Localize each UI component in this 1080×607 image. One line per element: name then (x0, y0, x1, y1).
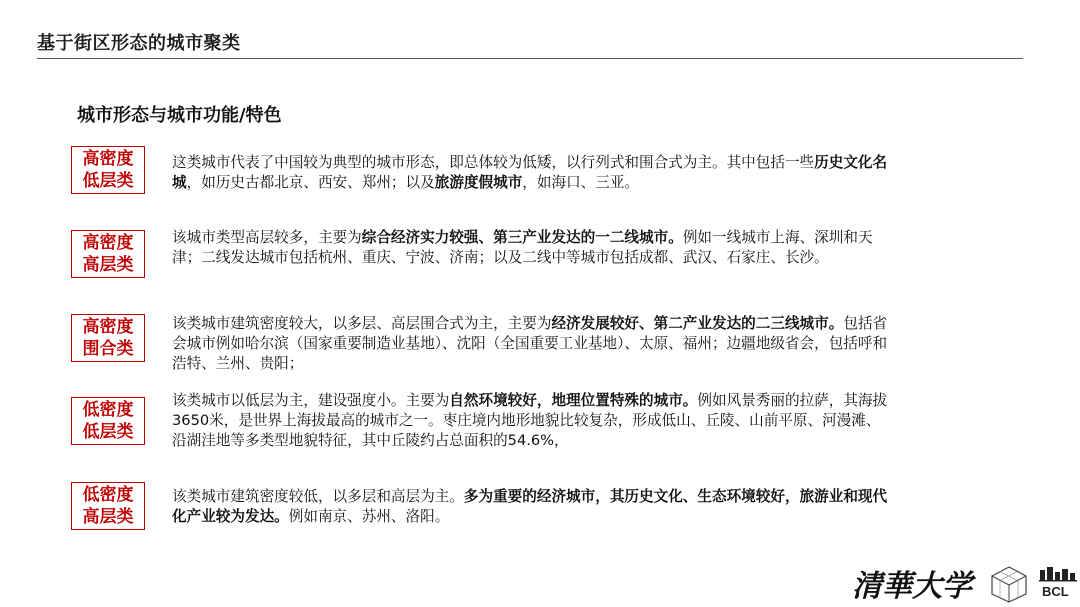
emphasis-text: 多为重要的经济城市，其历史文化、生态环境较好，旅游业和现代化产业较为发达。 (172, 488, 888, 525)
bcl-logo-text: BCL (1042, 584, 1069, 599)
body-text: ，如历史古都北京、西安、郑州；以及 (186, 174, 435, 191)
tag-line-2: 围合类 (82, 339, 134, 359)
body-text: 例如南京、苏州、洛阳。 (288, 508, 450, 525)
category-description (172, 487, 892, 527)
tag-line-2: 高层类 (82, 507, 134, 527)
body-text: ，如海口、三亚。 (522, 174, 640, 191)
calligraphy-text: 清華大学 (852, 569, 972, 604)
category-tag (71, 482, 145, 530)
category-tag (71, 230, 145, 278)
body-text: 这类城市代表了中国较为典型的城市形态，即总体较为低矮，以行列式和围合式为主。其中包括一些 (172, 154, 815, 171)
tag-line-1: 高密度 (82, 149, 134, 169)
body-text: 包括省会城市例如哈尔滨（国家重要制造业基地）、沈阳（全国重要工业基地）、太原、福州；边疆地级省会，包括呼和浩特、兰州、贵阳； (172, 315, 888, 372)
body-text: 该类城市建筑密度较大，以多层、高层围合式为主，主要为 (172, 315, 552, 332)
section-heading: 城市形态与城市功能/特色 (77, 105, 282, 126)
tag-line-1: 低密度 (82, 400, 134, 420)
tsinghua-calligraphy-logo (850, 564, 982, 604)
category-description (172, 228, 892, 268)
body-text: 该类城市建筑密度较低，以多层和高层为主。 (172, 488, 464, 505)
body-text: 例如风景秀丽的拉萨，其海拔3650米，是世界上海拔最高的城市之一。枣庄境内地形地貌比较复杂，形成低山、丘陵、山前平原、河漫滩、沿湖洼地等多类型地貌特征，其中丘陵约占总面积的54.6%， (172, 392, 888, 449)
cube-logo-icon (988, 564, 1030, 604)
tag-line-2: 低层类 (82, 171, 134, 191)
footer-logos (850, 562, 1080, 607)
page-title: 基于街区形态的城市聚类 (37, 33, 241, 54)
emphasis-text: 经济发展较好、第二产业发达的二三线城市。 (551, 315, 844, 332)
title-divider (37, 58, 1023, 59)
tag-line-1: 低密度 (82, 485, 134, 505)
body-text: 该城市类型高层较多，主要为 (172, 229, 362, 246)
body-text: 该类城市以低层为主，建设强度小。主要为 (172, 392, 450, 409)
category-tag (71, 146, 145, 194)
category-tag (71, 397, 145, 445)
category-description (172, 314, 892, 374)
body-text: 例如一线城市上海、深圳和天津；二线发达城市包括杭州、重庆、宁波、济南；以及二线中等城市包括成都、武汉、石家庄、长沙。 (172, 229, 873, 266)
category-tag (71, 314, 145, 362)
emphasis-text: 旅游度假城市 (434, 174, 523, 191)
emphasis-text: 历史文化名城 (172, 154, 888, 191)
tag-line-1: 高密度 (82, 317, 134, 337)
category-description (172, 391, 892, 451)
category-description (172, 153, 892, 193)
emphasis-text: 自然环境较好，地理位置特殊的城市。 (449, 392, 698, 409)
tag-line-1: 高密度 (82, 233, 134, 253)
tag-line-2: 低层类 (82, 422, 134, 442)
emphasis-text: 综合经济实力较强、第三产业发达的一二线城市。 (361, 229, 683, 246)
tag-line-2: 高层类 (82, 255, 134, 275)
